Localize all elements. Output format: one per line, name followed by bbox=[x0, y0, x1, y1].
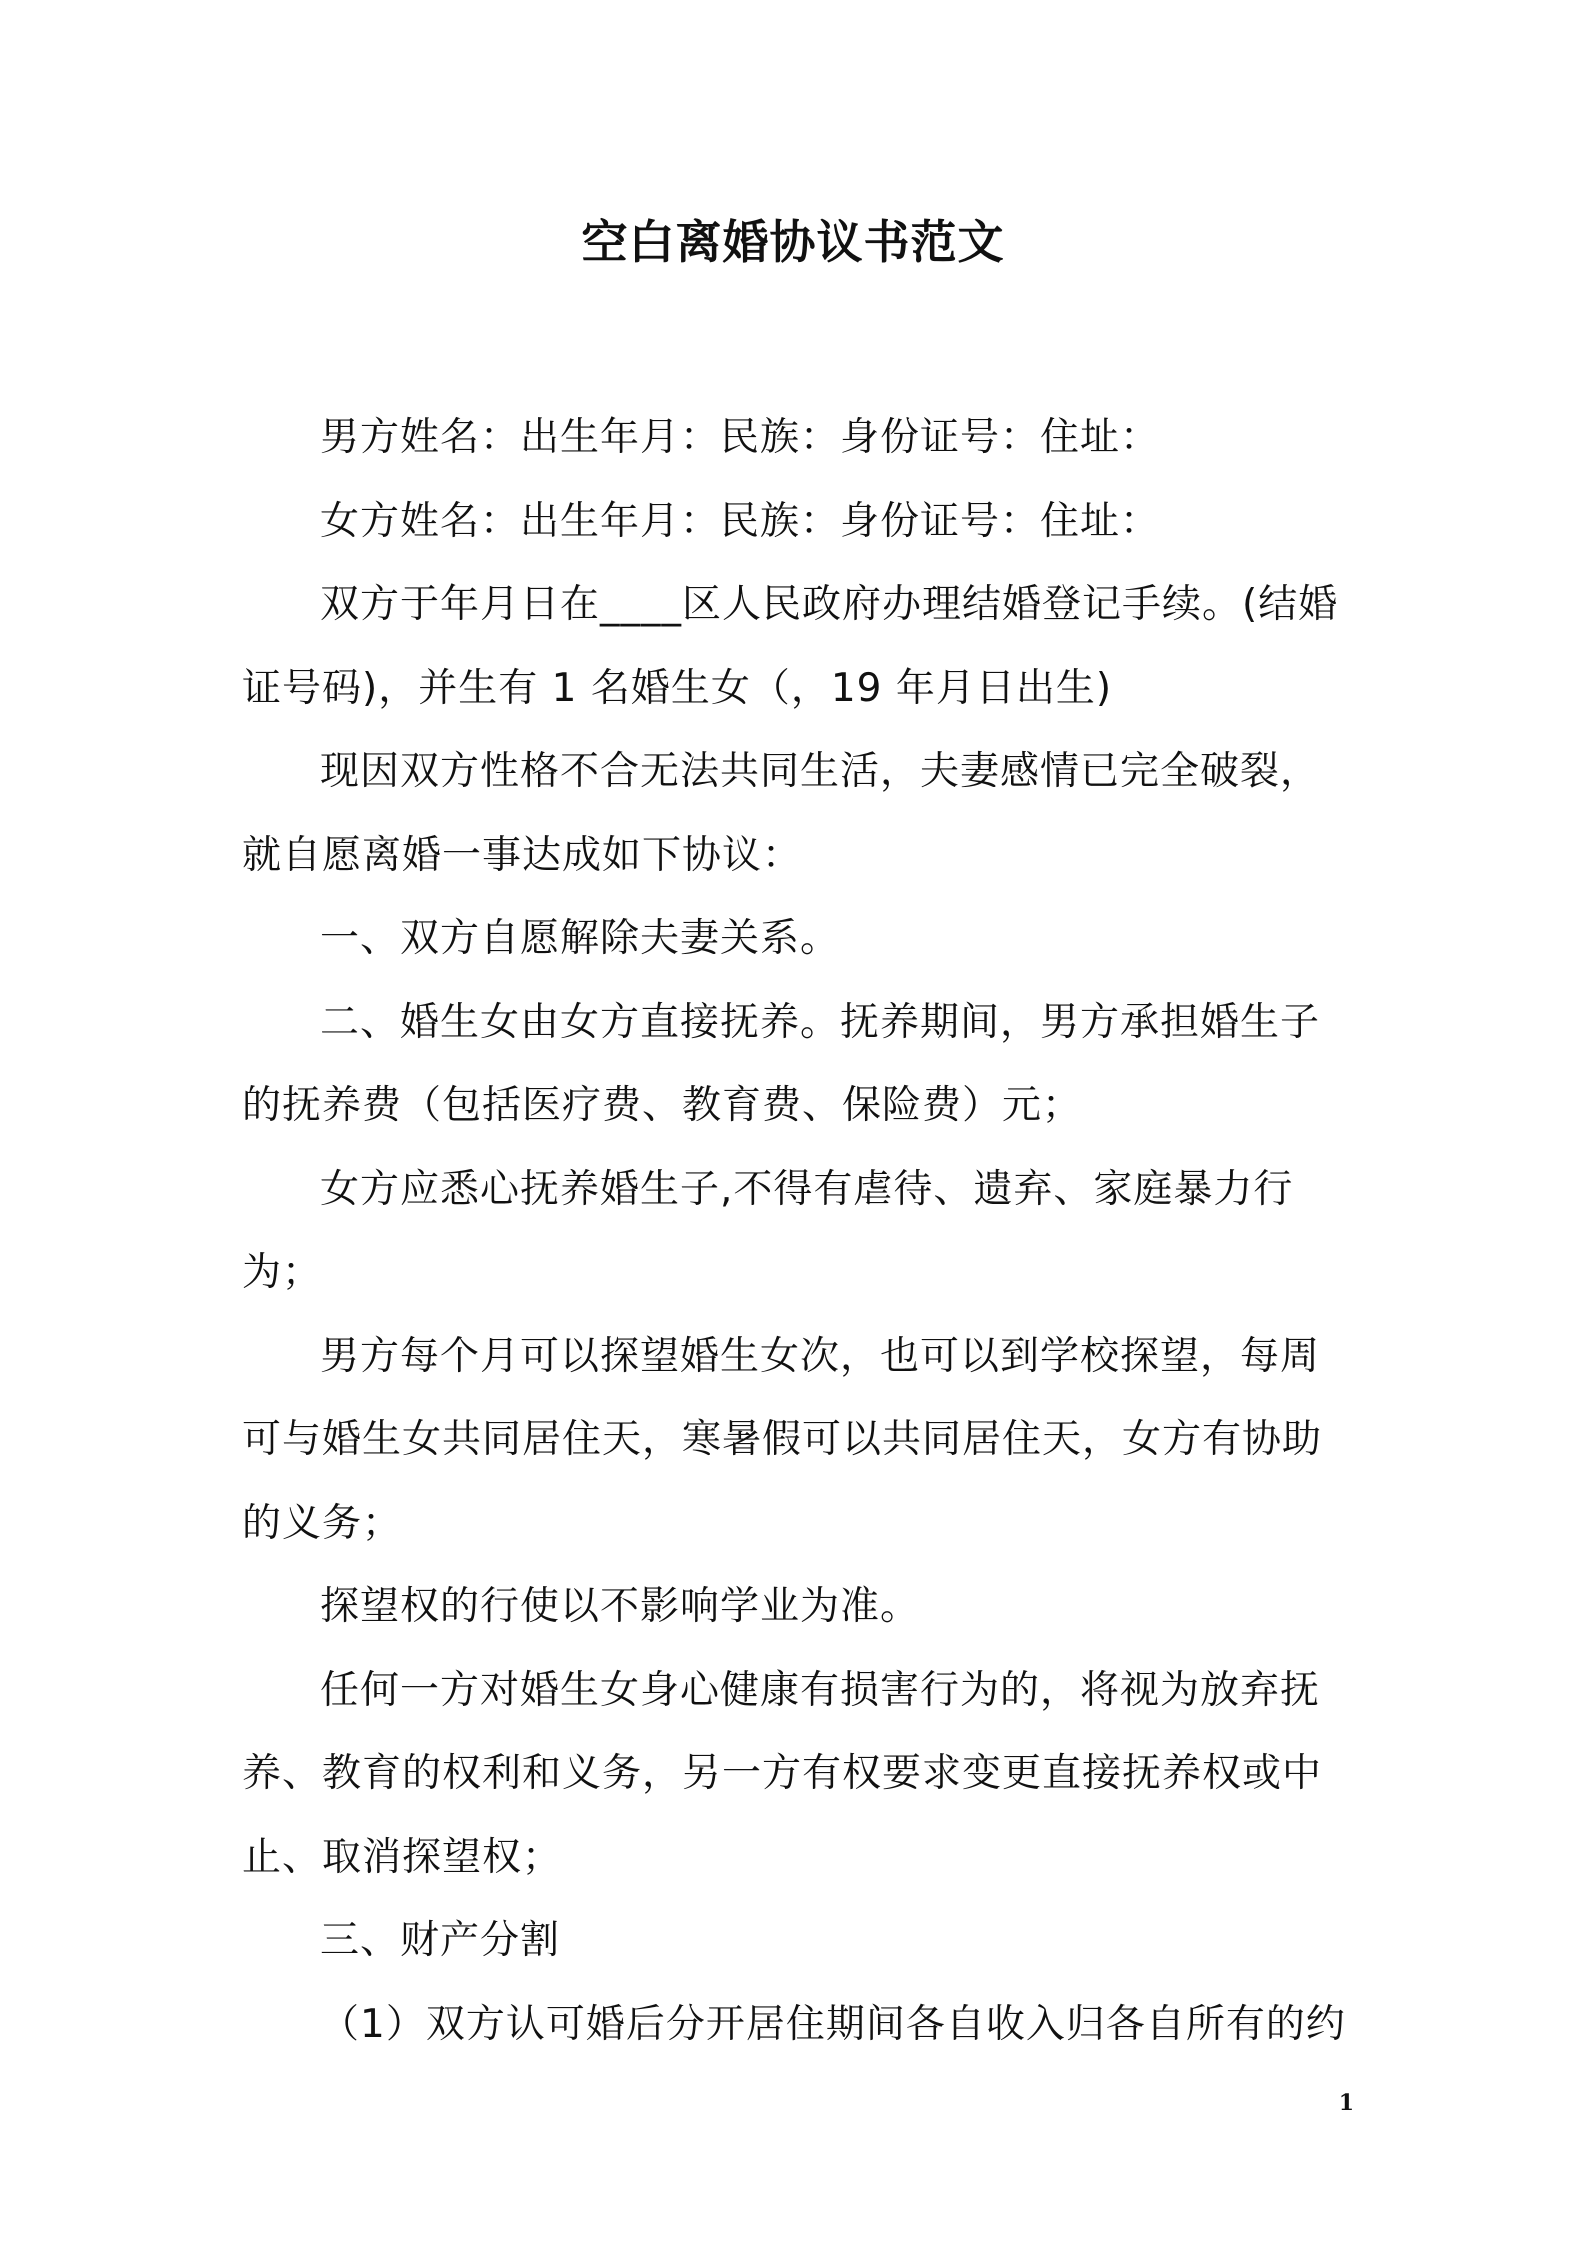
paragraph-clause-3: 三、财产分割 bbox=[320, 1918, 561, 1963]
document-body bbox=[242, 396, 1352, 2066]
paragraph-divorce-reason: 现因双方性格不合无法共同生活，夫妻感情已完全破裂，就自愿离婚一事达成如下协议： bbox=[242, 749, 1321, 878]
paragraph-husband-info: 男方姓名：出生年月：民族：身份证号：住址： bbox=[320, 415, 1161, 460]
paragraph-visitation: 男方每个月可以探望婚生女次，也可以到学校探望，每周可与婚生女共同居住天，寒暑假可以共同居住天，女方有协助的义务； bbox=[242, 1333, 1323, 1546]
paragraph-property-1: （1）双方认可婚后分开居住期间各自收入归各自所有的约 bbox=[320, 2001, 1346, 2047]
paragraph-clause-2: 二、婚生女由女方直接抚养。抚养期间，男方承担婚生子的抚养费（包括医疗费、教育费、保险费）元； bbox=[242, 999, 1321, 1128]
paragraph-wife-duty: 女方应悉心抚养婚生子,不得有虐待、遗弃、家庭暴力行为； bbox=[242, 1166, 1294, 1295]
paragraph-clause-1: 一、双方自愿解除夫妻关系。 bbox=[320, 916, 841, 961]
paragraph-visitation-limit: 探望权的行使以不影响学业为准。 bbox=[320, 1584, 921, 1629]
document-title: 空白离婚协议书范文 bbox=[581, 215, 1005, 269]
paragraph-marriage-registration: 双方于年月日在____区人民政府办理结婚登记手续。(结婚证号码)，并生有 1 名婚生女（，19 年月日出生) bbox=[242, 582, 1339, 711]
paragraph-wife-info: 女方姓名：出生年月：民族：身份证号：住址： bbox=[320, 498, 1161, 544]
page-number: 1 bbox=[1338, 2090, 1354, 2116]
paragraph-harm-clause: 任何一方对婚生女身心健康有损害行为的，将视为放弃抚养、教育的权利和义务，另一方有权要求变更直接抚养权或中止、取消探望权； bbox=[242, 1667, 1323, 1880]
